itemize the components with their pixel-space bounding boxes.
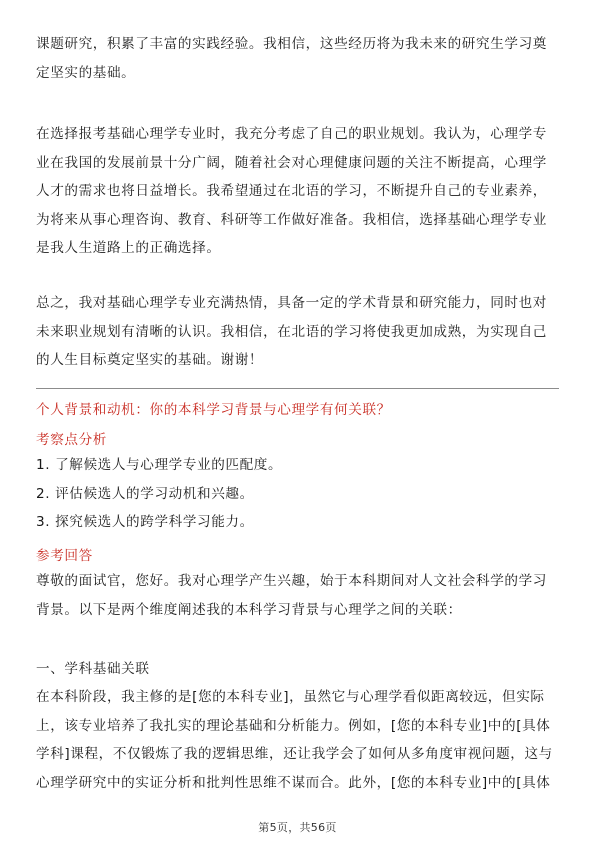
- intro-paragraph-1: [36, 30, 559, 87]
- intro-paragraph-3: [36, 289, 559, 375]
- text-line: 尊敬的面试官，您好。我对心理学产生兴趣，始于本科期间对人文社会科学的学习: [36, 573, 547, 589]
- text-line: 上，该专业培养了我扎实的理论基础和分析能力。例如，[您的本科专业]中的[具体: [36, 717, 551, 734]
- text-line: 总之，我对基础心理学专业充满热情，具备一定的学术背景和研究能力，同时也对: [36, 295, 547, 311]
- text-line: 人才的需求也将日益增长。我希望通过在北语的学习，不断提升自己的专业素养，: [36, 183, 547, 199]
- text-line: 学科]课程，不仅锻炼了我的逻辑思维，还让我学会了如何从多角度审视问题，这与: [36, 746, 553, 762]
- analysis-heading: 考察点分析: [36, 432, 107, 448]
- text-line: 未来职业规划有清晰的认识。我相信，在北语的学习将使我更加成熟，为实现自己: [36, 323, 547, 340]
- text-line: 在本科阶段，我主修的是[您的本科专业]，虽然它与心理学看似距离较远，但实际: [36, 689, 545, 705]
- list-item: 3. 探究候选人的跨学科学习能力。: [36, 514, 254, 530]
- intro-paragraph-2: [36, 120, 559, 263]
- list-item: 2. 评估候选人的学习动机和兴趣。: [36, 485, 254, 502]
- answer-heading: 参考回答: [36, 548, 93, 564]
- page-number: 第5页，共56页: [258, 821, 337, 834]
- text-line: 课题研究，积累了丰富的实践经验。我相信，这些经历将为我未来的研究生学习奠: [36, 36, 547, 52]
- analysis-points-list: [36, 451, 559, 537]
- text-line: 业在我国的发展前景十分广阔，随着社会对心理健康问题的关注不断提高，心理学: [36, 154, 547, 171]
- answer-paragraph-1: [36, 567, 559, 624]
- section-title: 一、学科基础关联: [36, 661, 150, 677]
- list-item: 1. 了解候选人与心理学专业的匹配度。: [36, 457, 283, 473]
- text-line: 定坚实的基础。: [36, 64, 136, 81]
- text-line: 的人生目标奠定坚实的基础。谢谢！: [36, 352, 264, 368]
- section1-title: [36, 655, 559, 684]
- text-line: 在选择报考基础心理学专业时，我充分考虑了自己的职业规划。我认为，心理学专: [36, 126, 547, 142]
- text-line: 背景。以下是两个维度阐述我的本科学习背景与心理学之间的关联：: [36, 601, 462, 618]
- section-divider: [36, 388, 559, 389]
- text-line: 是我人生道路上的正确选择。: [36, 240, 221, 256]
- section1-body: [36, 683, 559, 797]
- text-line: 为将来从事心理咨询、教育、科研等工作做好准备。我相信，选择基础心理学专业: [36, 211, 547, 228]
- question-title: 个人背景和动机：你的本科学习背景与心理学有何关联？: [36, 402, 391, 418]
- text-line: 心理学研究中的实证分析和批判性思维不谋而合。此外，[您的本科专业]中的[具体: [36, 774, 551, 791]
